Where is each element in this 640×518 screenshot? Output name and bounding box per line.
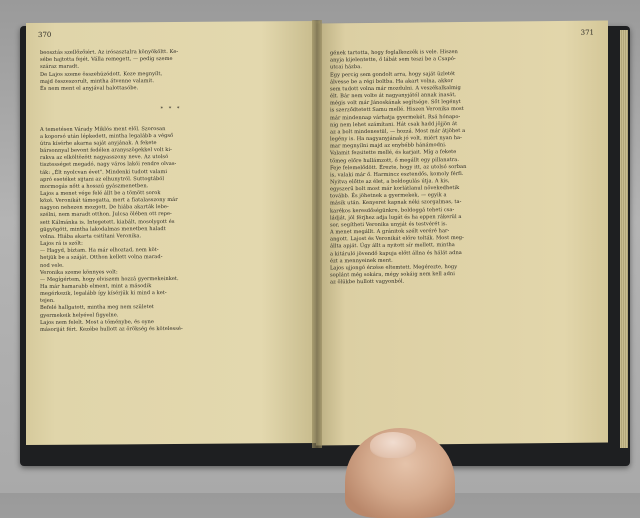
right-page <box>316 20 608 445</box>
left-page-text <box>40 41 302 341</box>
right-page-number: 371 <box>580 28 594 37</box>
right-page-text <box>330 41 592 294</box>
section-separator: * * * <box>160 106 182 113</box>
left-page-number: 370 <box>38 30 52 39</box>
left-page <box>26 21 320 445</box>
left-paragraph-1: beosztás szellőzőiért. Az irósasztalra könyököltt. Ke- sébe hajtotta fejét. Válla remegett, — pedig szeme száraz maradt. De Lajos szeme összehúzódott. Keze megnyílt, majd összeszorult, mintha átvenne valamit. És nem ment el anyjával halottasóbe. <box>40 49 179 92</box>
page-edge-stack <box>620 30 628 448</box>
right-paragraph-1: gének tartotta, hogy foglalkozzék is vele. Hiszen anyja kijelentette, ő lábát sem teszi be a Csapó- utcai házba. Egy percig sem gondolt arra, hogy saját üzletét álvesse be a régi boltba. Ha akart volna, akkor sem tudott volna már mozdulni. A veszékalkalmig élt. Bár nem volte át nagyanyjától annak inasát, mégis volt már Jánoskának segítsége. Sőt legényt is szerződtetett Samu mellé. Hiszen Veronika most már mindennap várhatja gyermekét. Rsá hónapo- nig nem lehet számítani. Hát csak hadd jöjjön át az a bolt mindenestül, — hozzá. Most már átjöhet a legény is. Ha nagyanyjának jó volt, miért nyan ha- mar megnyílni majd az enyhébb hánámodni. Valamit fezsitette mellé, és karjait. Míg a fekete tömeg előre hullámzott, ő megállt egy pillanatra. Feje felemelődött. Érezte, hogy itt, az utolsó sorban is, valaki már ő. Harmincz esztendős, komoly férfi. Nyitva előtte az élet, a boldogulás útja. A kis, egyszerű bolt most már korlátlanul növekedhetik tovább. És jöhetnek a gyermekek, — egyik a másik után. Kenyeret kapnak néki szorgalmas, ta- karékos keresdőségünkre, boldoggá teheti csa- ládját, jól férjhez adja lugát és ha eppen rákerül a sor, segítheti Veronika unyját és testvérét is. A menet megállt. A gránitok szélt veréré har- angott. Lajost és Veronikát előre tolták. Most meg- állta apját. Úgy állt a nyitott sír mellett, mintha a kitáruló jövendő kapuja előtt állna és hálát adna ézt a mennyeinek ment. Lajos ujjongó érzése eltemtett. Megérezte, hogy soplánt még sokára, mégy sokáig nem kell adni az ölükbe hullott vagyonból. <box>330 49 467 286</box>
thumbnail-nail <box>370 432 416 458</box>
book-gutter <box>312 20 322 448</box>
left-paragraph-2: A temetésen Várady Miklós ment elöl. Szorosan a koporsó után lépkedett, mintha legalább a végső útra kísérhe akarna saját anyjának. A fekete bársonnyal bevont fedélen aranyszögekkel volt ki- rakva az elköltözött nagyasszony neve. Az utolsó tisztességet megadó, nagy város lakói rendre olvas- ták: „Élt nyolcvan évet". Mindenki tudott valami apró esetéket sijtani az elhunytról. Suttogtából mormogás nőtt a hosszú gyászmenetben. Lajos a menet vége felé állt be a tömött sorok közé. Veronikát támogatta, mert a fiatalasszony már nagyon nehezen mozgott. De hiába akarták lebe- szélni, nem maradt otthon. Julcsa ölében ott repe- sett Kálmánka is. Integetett, kiabált, mosolygott és gügyögött, mintha lakodalmas menetben haladt volna. Hiába akarta csitítani Veronika. Lajos rá is szólt: — Hagyd, bíztam. Ha már elhoztad, nem köt- hetjük be a száját. Otthon kellett volna marad- nod vele. Veronika szeme könnyes volt: — Megígértem, hogy elviszem hozzá gyermekeinket. Ha már hamarabb elment, mint a második megérkezik, legalább így kísérjük ki mind a ket- tejen. Befelé hallgatott, mintha meg nem születet gyermekeik helyével figyelne. Lajos nem felelt. Most a töménybe, és oyne másoriját fért. Kezébe hullott az örökség és kötelessé- <box>40 125 183 333</box>
